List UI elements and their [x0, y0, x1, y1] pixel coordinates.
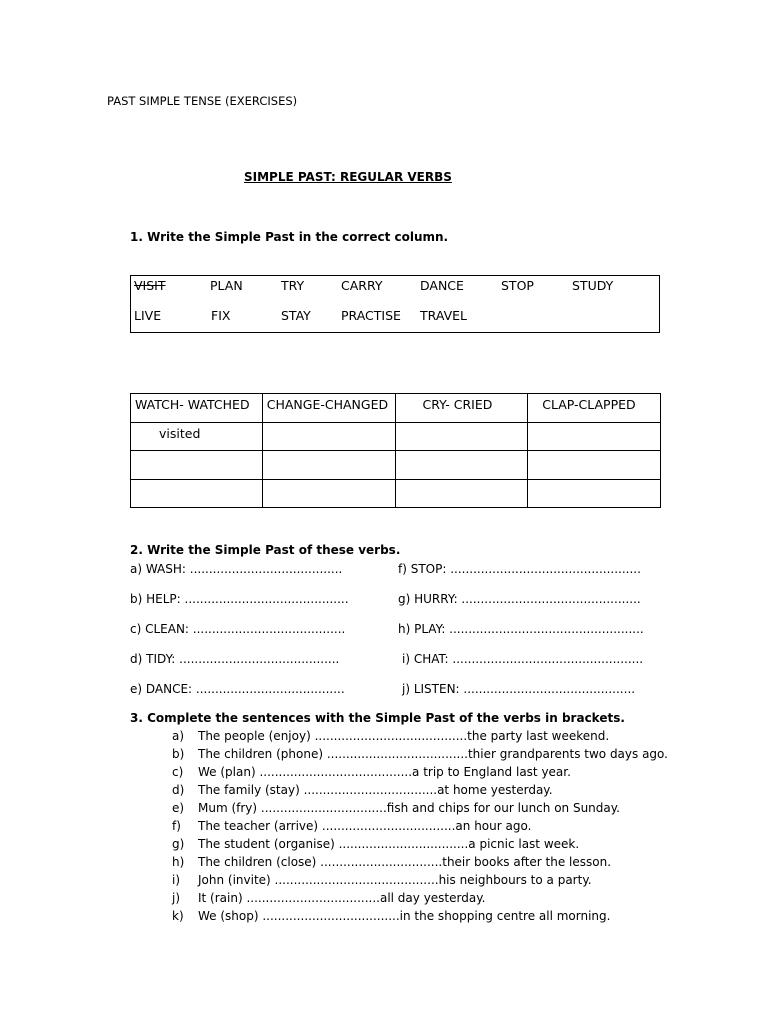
sentence-item[interactable]: f) The teacher (arrive) ...................................an hour ago.	[172, 819, 532, 833]
verb-word: DANCE	[420, 278, 464, 293]
table-cell[interactable]: visited	[131, 422, 263, 451]
verb-blank-item[interactable]: c) CLEAN: ........................................	[130, 622, 346, 636]
table-cell[interactable]	[131, 451, 263, 480]
verb-blank-item[interactable]: j) LISTEN: .............................................	[402, 682, 636, 696]
table-cell[interactable]	[528, 422, 661, 451]
answer-table	[130, 393, 661, 508]
column-header: CHANGE-CHANGED	[262, 394, 396, 423]
verb-blank-item[interactable]: d) TIDY: ..........................................	[130, 652, 340, 666]
table-cell[interactable]	[528, 451, 661, 480]
verb-word: STOP	[501, 278, 534, 293]
sentence-item[interactable]: e) Mum (fry) .................................fish and chips for our lunch on Sunday.	[172, 801, 620, 815]
table-cell[interactable]	[396, 422, 528, 451]
table-row	[131, 451, 661, 480]
verb-blank-item[interactable]: b) HELP: ...........................................	[130, 592, 349, 606]
sentence-item[interactable]: j) It (rain) ...................................all day yesterday.	[172, 891, 486, 905]
exercise-3-title: 3. Complete the sentences with the Simple Past of the verbs in brackets.	[130, 711, 625, 725]
table-cell[interactable]	[131, 479, 263, 508]
verb-blank-item[interactable]: a) WASH: ........................................	[130, 562, 343, 576]
table-cell[interactable]	[396, 451, 528, 480]
table-cell[interactable]	[262, 479, 396, 508]
verb-word: VISIT	[134, 278, 166, 293]
table-cell[interactable]	[262, 451, 396, 480]
page-header: PAST SIMPLE TENSE (EXERCISES)	[107, 94, 298, 108]
verb-blank-item[interactable]: e) DANCE: .......................................	[130, 682, 345, 696]
sentence-item[interactable]: h) The children (close) ................................their books after the lesson.	[172, 855, 612, 869]
table-row	[131, 422, 661, 451]
sentence-item[interactable]: c) We (plan) ........................................a trip to England last year.	[172, 765, 571, 779]
verb-word: PLAN	[210, 278, 243, 293]
verb-word: TRAVEL	[420, 308, 467, 323]
verb-blank-item[interactable]: i) CHAT: ..................................................	[402, 652, 644, 666]
verb-box	[130, 275, 660, 333]
table-header-row	[131, 394, 661, 423]
column-header: CLAP-CLAPPED	[528, 394, 661, 423]
verb-word: CARRY	[341, 278, 383, 293]
page-subtitle: SIMPLE PAST: REGULAR VERBS	[244, 170, 452, 184]
table-cell[interactable]	[262, 422, 396, 451]
verb-word: TRY	[281, 278, 305, 293]
sentence-item[interactable]: b) The children (phone) .....................................thier grandparents two days ago.	[172, 747, 668, 761]
verb-word: STUDY	[572, 278, 614, 293]
sentence-item[interactable]: d) The family (stay) ...................................at home yesterday.	[172, 783, 553, 797]
verb-word: PRACTISE	[341, 308, 401, 323]
table-row	[131, 479, 661, 508]
verb-blank-item[interactable]: f) STOP: ..................................................	[398, 562, 641, 576]
verb-word: FIX	[211, 308, 231, 323]
table-cell[interactable]	[396, 479, 528, 508]
sentence-item[interactable]: a) The people (enjoy) ........................................the party last weekend.	[172, 729, 610, 743]
table-cell[interactable]	[528, 479, 661, 508]
sentence-item[interactable]: g) The student (organise) ..................................a picnic last week.	[172, 837, 580, 851]
verb-word: LIVE	[134, 308, 162, 323]
exercise-1-title: 1. Write the Simple Past in the correct column.	[130, 230, 449, 244]
column-header: WATCH- WATCHED	[131, 394, 263, 423]
column-header: CRY- CRIED	[396, 394, 528, 423]
sentence-item[interactable]: i) John (invite) ...........................................his neighbours to a party.	[172, 873, 592, 887]
exercise-2-title: 2. Write the Simple Past of these verbs.	[130, 543, 401, 557]
verb-blank-item[interactable]: h) PLAY: ...................................................	[398, 622, 644, 636]
verb-word: STAY	[281, 308, 311, 323]
sentence-item[interactable]: k) We (shop) ....................................in the shopping centre all morning.	[172, 909, 611, 923]
verb-blank-item[interactable]: g) HURRY: ...............................................	[398, 592, 641, 606]
